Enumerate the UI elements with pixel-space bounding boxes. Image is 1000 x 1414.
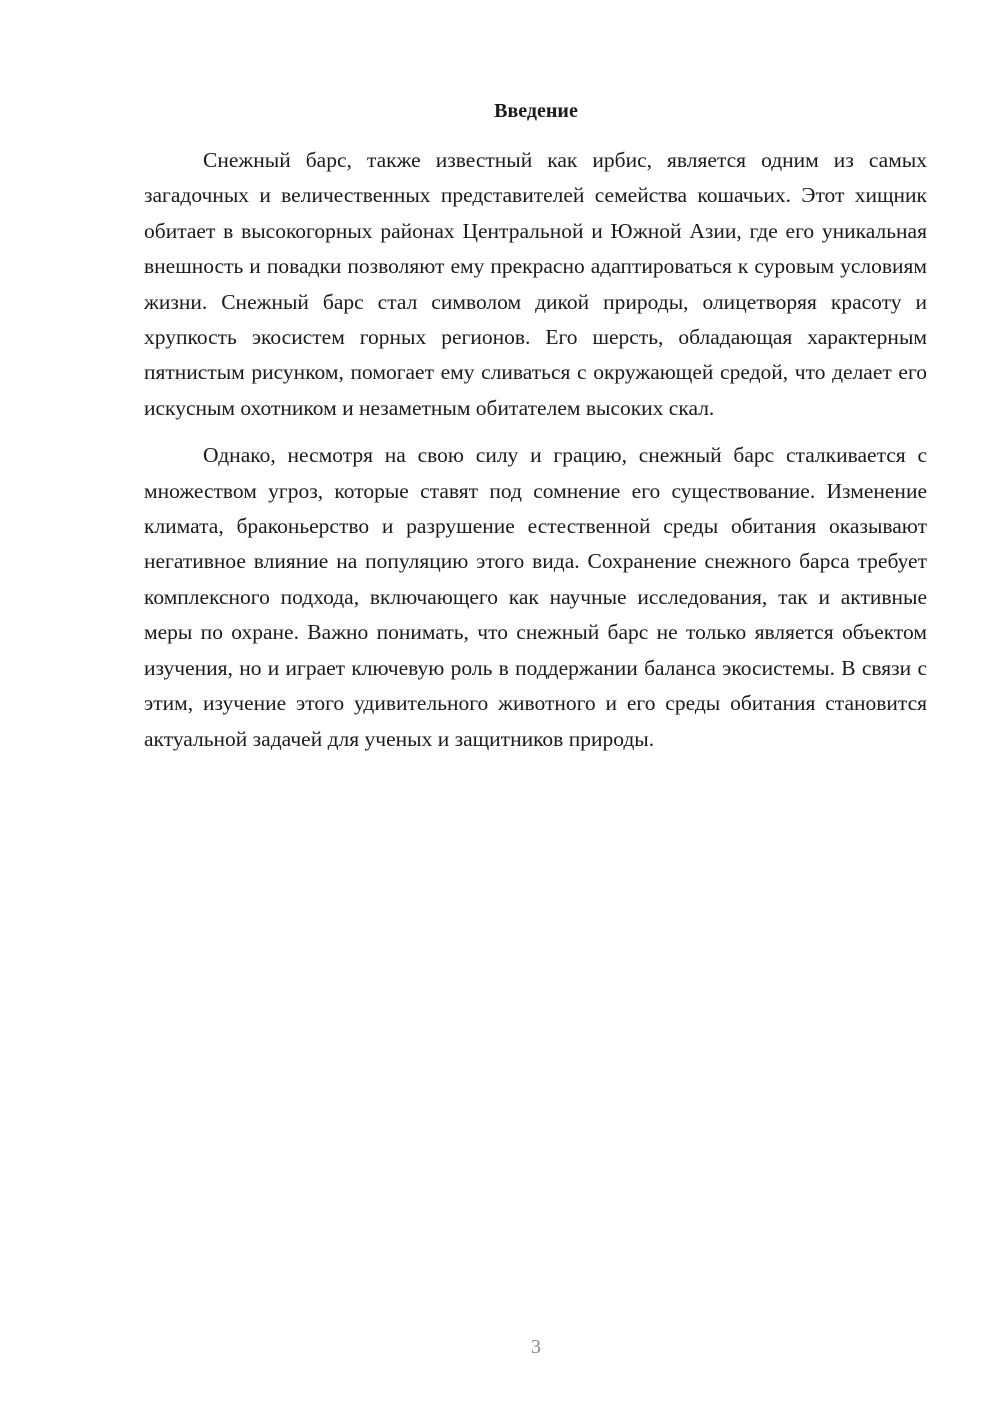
paragraph-2: Однако, несмотря на свою силу и грацию, снежный барс сталкивается с множеством угроз, которые ставят под сомнение его существование. Изменение климата, браконьерство и разрушение естественной среды обитания оказывают негативное влияние на популяцию этого вида. Сохранение снежного барса требует комплексного подхода, включающего как научные исследования, так и активные меры по охране. Важно понимать, что снежный барс не только является объектом изучения, но и играет ключевую роль в поддержании баланса экосистемы. В связи с этим, изучение этого удивительного животного и его среды обитания становится актуальной задачей для ученых и защитников природы. <box>144 443 927 751</box>
page-number: 3 <box>531 1336 541 1358</box>
section-title: Введение <box>494 100 578 122</box>
body-text <box>144 143 927 757</box>
paragraph-1: Снежный барс, также известный как ирбис, является одним из самых загадочных и величественных представителей семейства кошачьих. Этот хищник обитает в высокогорных районах Центральной и Южной Азии, где его уникальная внешность и повадки позволяют ему прекрасно адаптироваться к суровым условиям жизни. Снежный барс стал символом дикой природы, олицетворяя красоту и хрупкость экосистем горных регионов. Его шерсть, обладающая характерным пятнистым рисунком, помогает ему сливаться с окружающей средой, что делает его искусным охотником и незаметным обитателем высоких скал. <box>144 148 927 420</box>
